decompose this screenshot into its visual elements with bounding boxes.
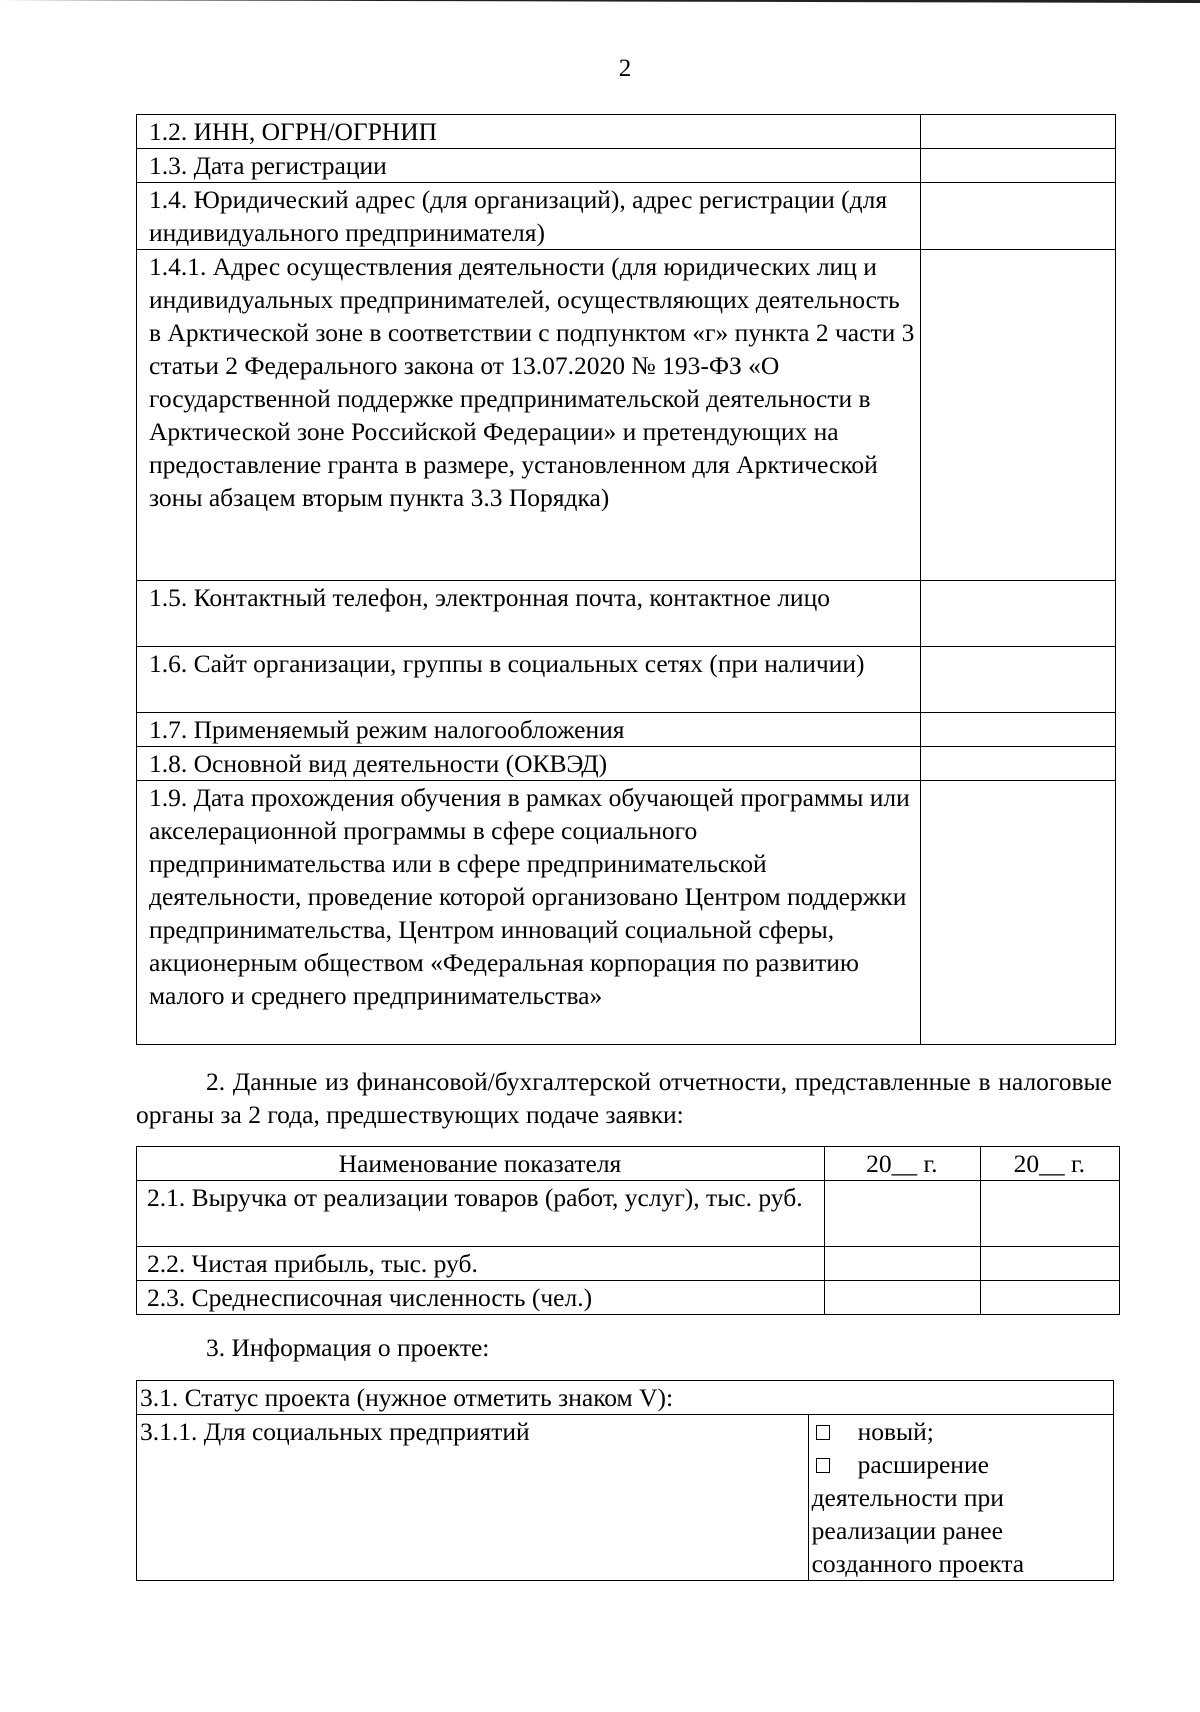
applicant-info-table [136,114,1116,1045]
value-cell-net-profit-year-1[interactable] [824,1247,980,1281]
table-row [137,713,1116,747]
row-label-revenue: 2.1. Выручка от реализации товаров (работ, услуг), тыс. руб. [137,1181,825,1247]
table-row [137,1281,1120,1315]
value-cell-revenue-year-1[interactable] [824,1181,980,1247]
project-info-table [136,1380,1114,1581]
column-header-year-1: 20__ г. [824,1147,980,1181]
value-cell-registration-date[interactable] [920,149,1115,183]
row-label-net-profit: 2.2. Чистая прибыль, тыс. руб. [137,1247,825,1281]
table-row [137,250,1116,581]
option-expansion[interactable] [812,1448,1110,1580]
row-label-training-date: 1.9. Дата прохождения обучения в рамках обучающей программы или акселерационной программы в сфере социального предпринимательства или в сфере предпринимательской деятельности, проведение которой организовано Центром поддержки предпринимательства, Центром инноваций социальной сферы, акционерным обществом «Федеральная корпорация по развитию малого и среднего предпринимательства» [137,781,921,1045]
table-row [137,149,1116,183]
value-cell-inn[interactable] [920,115,1115,149]
row-label-activity-address: 1.4.1. Адрес осуществления деятельности (для юридических лиц и индивидуальных предпринимателей, осуществляющих деятельность в Арктической зоне в соответствии с подпунктом «г» пункта 2 части 3 статьи 2 Федерального закона от 13.07.2020 № 193-ФЗ «О государственной поддержке предпринимательской деятельности в Арктической зоне Российской Федерации» и претендующих на предоставление гранта в размере, установленном для Арктической зоны абзацем вторым пункта 3.3 Порядка) [137,250,921,581]
project-status-row: 3.1. Статус проекта (нужное отметить знаком V): [137,1381,1114,1415]
row-label-headcount: 2.3. Среднесписочная численность (чел.) [137,1281,825,1315]
option-new[interactable] [812,1415,1110,1448]
table-row [137,581,1116,647]
value-cell-contacts[interactable] [920,581,1115,647]
table-row [137,183,1116,250]
table-row [137,1181,1120,1247]
value-cell-tax-regime[interactable] [920,713,1115,747]
table-row [137,1381,1114,1415]
value-cell-okved[interactable] [920,747,1115,781]
value-cell-activity-address[interactable] [920,250,1115,581]
checkbox-icon[interactable] [816,1425,830,1440]
row-label-contacts: 1.5. Контактный телефон, электронная почта, контактное лицо [137,581,921,647]
row-label-social-enterprises: 3.1.1. Для социальных предприятий [137,1415,809,1581]
table-row [137,115,1116,149]
row-label-tax-regime: 1.7. Применяемый режим налогообложения [137,713,921,747]
table-row [137,781,1116,1045]
value-cell-training-date[interactable] [920,781,1115,1045]
value-cell-headcount-year-2[interactable] [980,1281,1119,1315]
section-2-heading: 2. Данные из финансовой/бухгалтерской отчетности, представленные в налоговые органы за 2 года, предшествующих подаче заявки: [136,1067,1112,1129]
value-cell-legal-address[interactable] [920,183,1115,250]
row-label-website: 1.6. Сайт организации, группы в социальных сетях (при наличии) [137,647,921,713]
option-expansion-label: расширение деятельности при реализации ранее созданного проекта [811,1450,1025,1578]
row-label-registration-date: 1.3. Дата регистрации [137,149,921,183]
value-cell-headcount-year-1[interactable] [824,1281,980,1315]
page-number: 2 [618,55,632,82]
table-row [137,747,1116,781]
table-row [137,1415,1114,1581]
scan-edge [0,0,1200,3]
table-header-row [137,1147,1120,1181]
table-row [137,1247,1120,1281]
row-label-inn: 1.2. ИНН, ОГРН/ОГРНИП [137,115,921,149]
project-status-options [808,1415,1113,1581]
value-cell-revenue-year-2[interactable] [980,1181,1119,1247]
column-header-indicator: Наименование показателя [137,1147,825,1181]
checkbox-icon[interactable] [816,1458,830,1473]
section-3-heading: 3. Информация о проекте: [206,1333,490,1362]
financial-data-table [136,1146,1120,1315]
row-label-okved: 1.8. Основной вид деятельности (ОКВЭД) [137,747,921,781]
column-header-year-2: 20__ г. [980,1147,1119,1181]
row-label-legal-address: 1.4. Юридический адрес (для организаций), адрес регистрации (для индивидуального предпринимателя) [137,183,921,250]
option-new-label: новый; [857,1417,934,1446]
value-cell-website[interactable] [920,647,1115,713]
value-cell-net-profit-year-2[interactable] [980,1247,1119,1281]
table-row [137,647,1116,713]
